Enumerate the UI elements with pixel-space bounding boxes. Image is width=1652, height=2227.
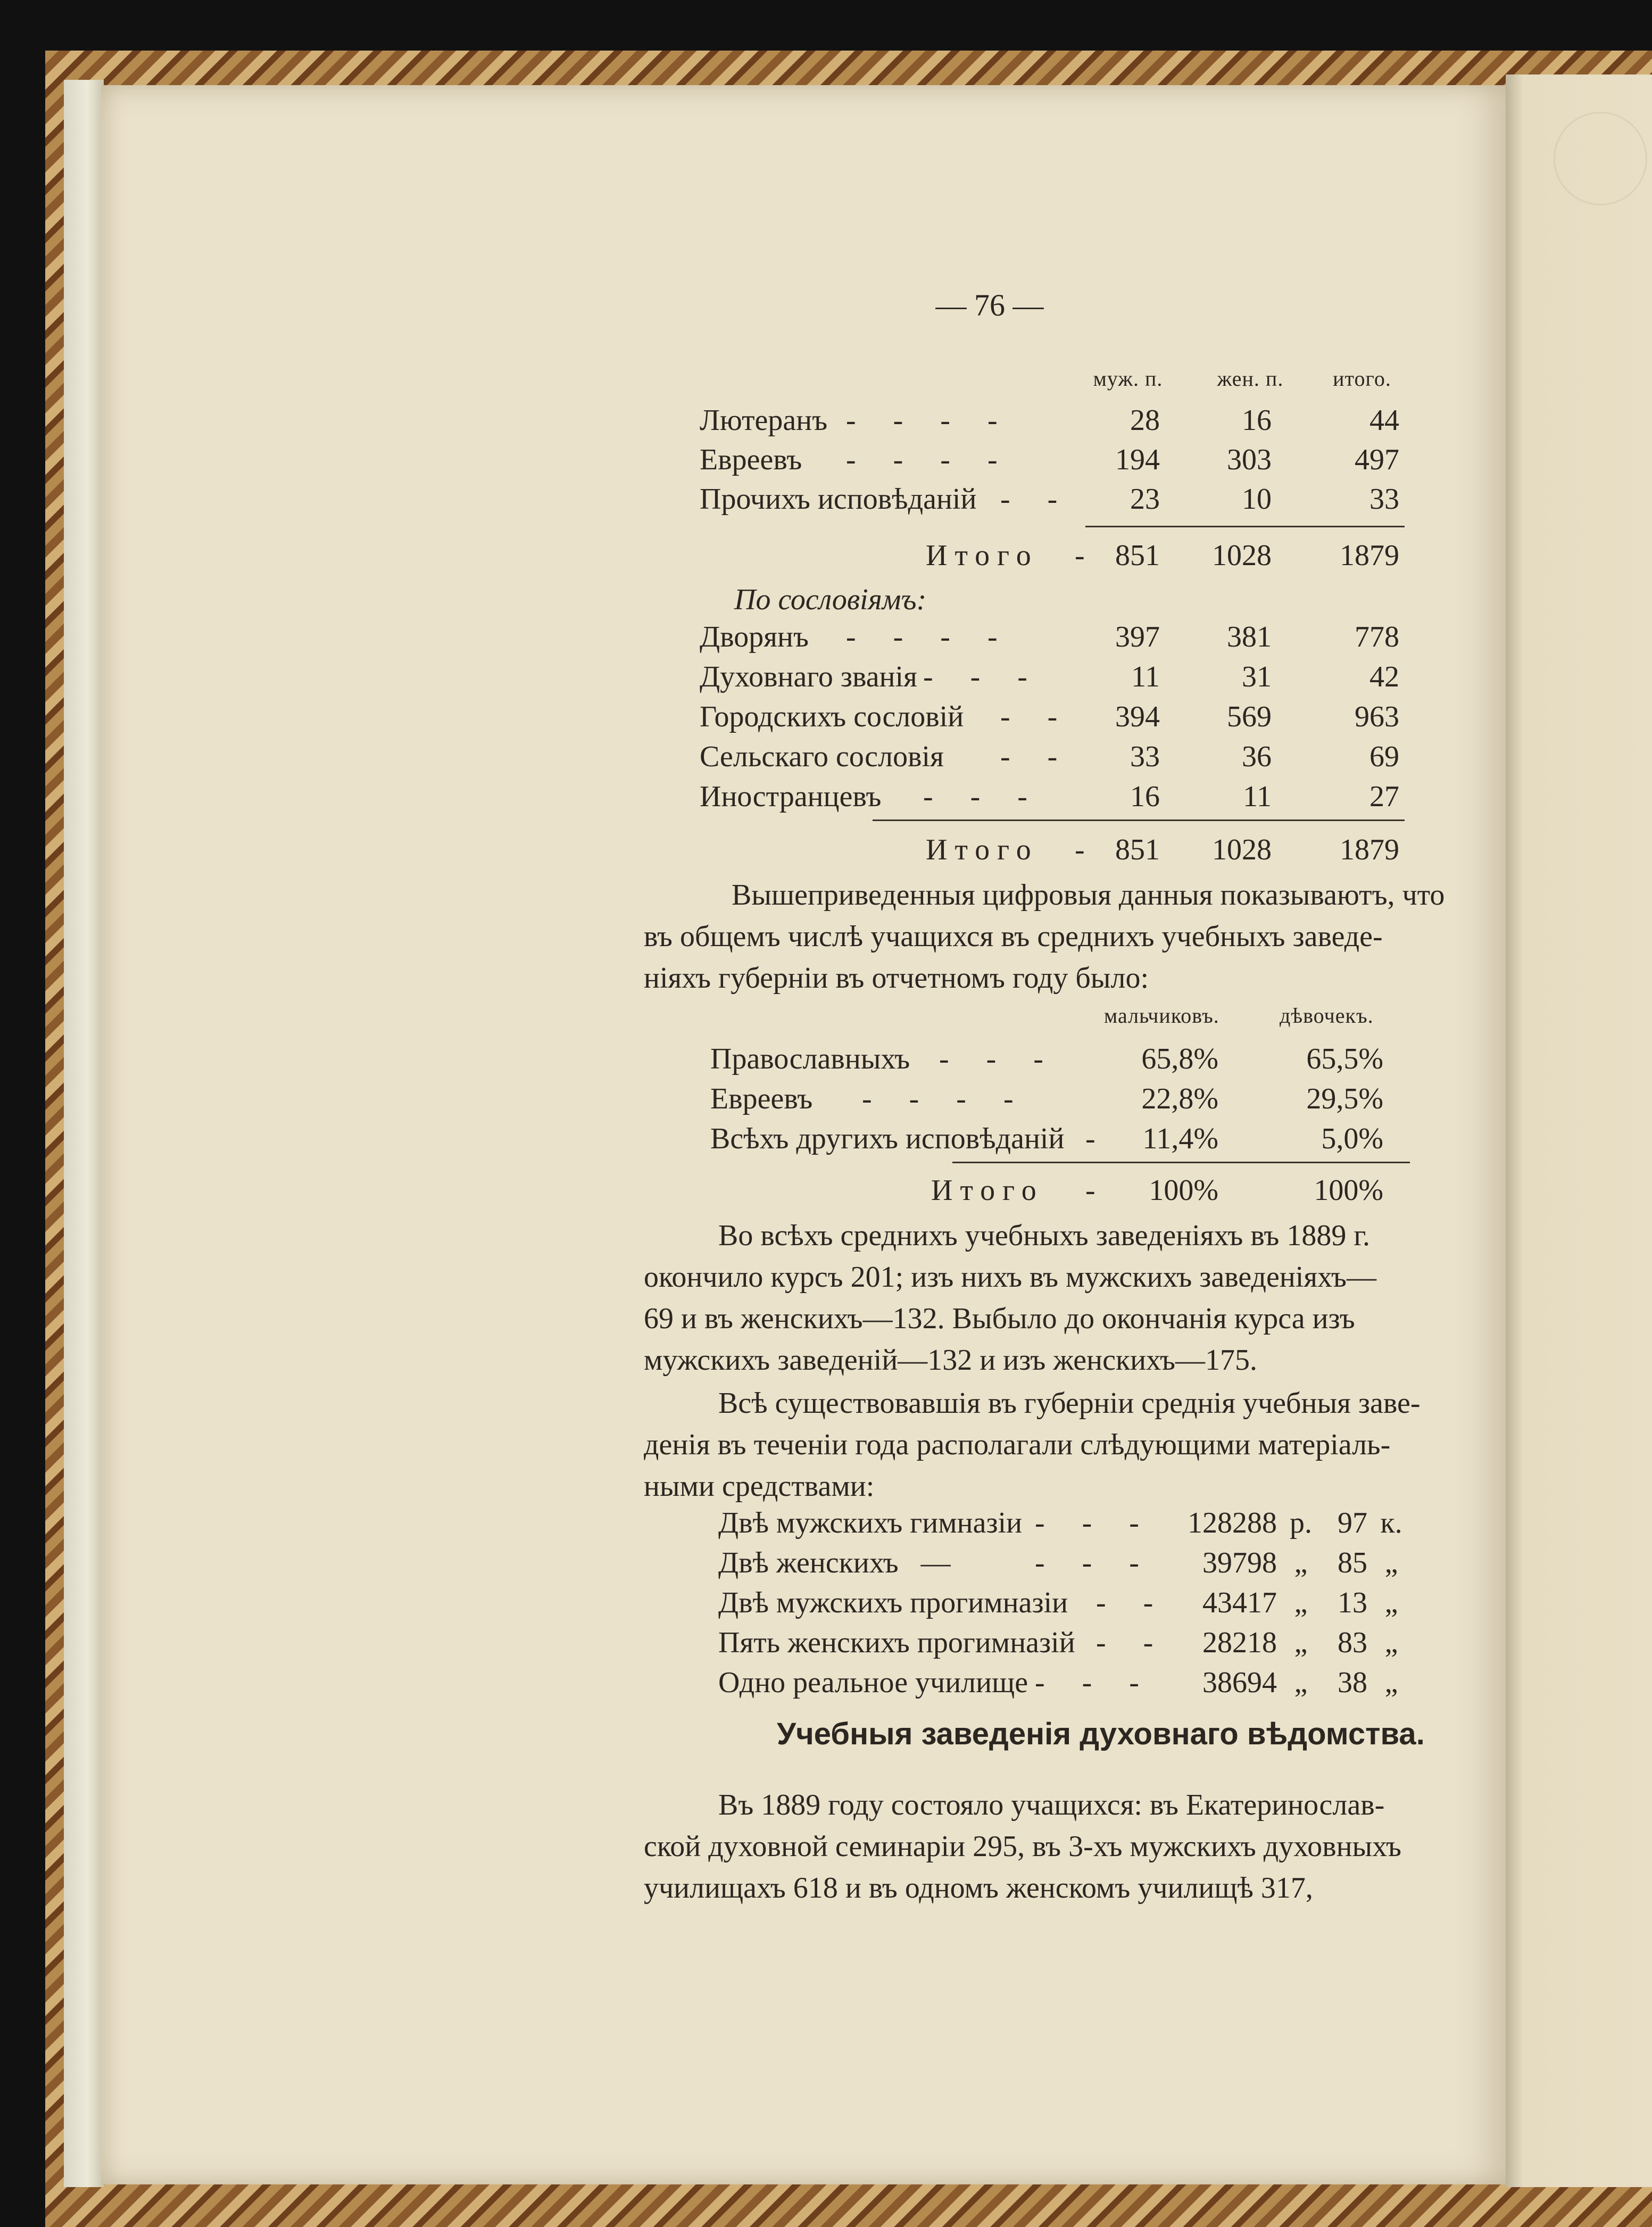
row-dashes: - [1085, 1122, 1095, 1155]
col-header-male: муж. п. [1093, 367, 1163, 391]
row-label: Двѣ мужскихъ гимназіи [718, 1506, 1023, 1539]
col-header-girls: дѣвочекъ. [1280, 1004, 1374, 1028]
cell-kopecks: 85 [1338, 1546, 1367, 1579]
facing-page-edge [1506, 74, 1652, 2187]
total-rule [1085, 526, 1405, 527]
total-label: Итого [926, 833, 1039, 866]
cell-male: 16 [1130, 780, 1160, 813]
cell-total: 44 [1369, 404, 1399, 437]
col-header-female: жен. п. [1217, 367, 1284, 391]
total-total: 1879 [1340, 833, 1399, 866]
row-dashes: - - - [1035, 1546, 1139, 1579]
total-dash: - [1075, 539, 1085, 572]
cell-rubles: 38694 [1202, 1666, 1277, 1699]
cell-male: 397 [1115, 620, 1160, 653]
row-label: Духовнаго званія [700, 660, 917, 693]
cell-kop-unit: к. [1380, 1506, 1402, 1539]
cell-female: 31 [1242, 660, 1272, 693]
cell-girls: 5,0% [1321, 1122, 1383, 1155]
cell-rubles: 39798 [1202, 1546, 1277, 1579]
cell-kop-unit: „ [1384, 1666, 1398, 1699]
row-label: Иностранцевъ [700, 780, 882, 813]
table-subtitle: По сословіямъ: [734, 583, 927, 616]
total-boys: 100% [1149, 1174, 1218, 1207]
text-line: Во всѣхъ среднихъ учебныхъ заведеніяхъ въ 1889 г. [718, 1219, 1371, 1252]
row-dashes: - - - [1035, 1666, 1139, 1699]
total-male: 851 [1115, 539, 1160, 572]
cell-unit: „ [1294, 1546, 1308, 1579]
cell-boys: 65,8% [1141, 1042, 1218, 1075]
cell-female: 569 [1227, 700, 1272, 733]
cell-rubles: 43417 [1202, 1586, 1277, 1619]
row-label: Одно реальное училище [718, 1666, 1028, 1699]
row-label: Двѣ женскихъ — [718, 1546, 951, 1579]
text-line: въ общемъ числѣ учащихся въ среднихъ учебныхъ заведе- [644, 920, 1383, 953]
row-dashes: - - - [1035, 1506, 1139, 1539]
cell-girls: 29,5% [1306, 1082, 1383, 1115]
row-label: Пять женскихъ прогимназій [718, 1626, 1075, 1659]
row-dashes: - - - - [862, 1082, 1014, 1115]
cell-kop-unit: „ [1384, 1626, 1398, 1659]
row-label: Прочихъ исповѣданій [700, 483, 977, 516]
col-header-boys: мальчиковъ. [1104, 1004, 1219, 1028]
cell-total: 778 [1355, 620, 1399, 653]
cell-total: 497 [1355, 443, 1399, 476]
cell-total: 42 [1369, 660, 1399, 693]
row-dashes: - - [1096, 1586, 1153, 1619]
cell-rubles: 28218 [1202, 1626, 1277, 1659]
row-dashes: - - - - [846, 620, 998, 653]
row-label: Городскихъ сословій [700, 700, 964, 733]
total-label: Итого [931, 1174, 1044, 1207]
row-dashes: - - [1000, 483, 1058, 516]
cell-unit: „ [1294, 1626, 1308, 1659]
text-line: Въ 1889 году состояло учащихся: въ Екатеринослав- [718, 1789, 1385, 1822]
cell-total: 27 [1369, 780, 1399, 813]
cell-boys: 22,8% [1141, 1082, 1218, 1115]
total-dash: - [1075, 833, 1085, 866]
row-dashes: - - [1000, 700, 1058, 733]
cell-female: 16 [1242, 404, 1272, 437]
cell-unit: „ [1294, 1586, 1308, 1619]
row-dashes: - - [1096, 1626, 1153, 1659]
text-line: Вышеприведенныя цифровыя данныя показываютъ, что [732, 879, 1445, 912]
col-header-total: итого. [1333, 367, 1391, 391]
text-line: Всѣ существовавшія въ губерніи среднія учебныя заве- [718, 1387, 1421, 1420]
row-dashes: - - - [939, 1042, 1043, 1075]
cell-female: 381 [1227, 620, 1272, 653]
cell-girls: 65,5% [1306, 1042, 1383, 1075]
row-label: Сельскаго сословія [700, 740, 944, 773]
total-rule [952, 1162, 1410, 1163]
page-edge-strip [64, 80, 104, 2187]
total-female: 1028 [1212, 833, 1272, 866]
cell-male: 11 [1131, 660, 1160, 693]
text-line: ными средствами: [644, 1470, 875, 1503]
text-line: ніяхъ губерніи въ отчетномъ году было: [644, 962, 1149, 995]
text-line: денія въ теченіи года располагали слѣдующими матеріаль- [644, 1428, 1391, 1461]
cell-total: 963 [1355, 700, 1399, 733]
cell-female: 10 [1242, 483, 1272, 516]
row-dashes: - - [1000, 740, 1058, 773]
cell-male: 23 [1130, 483, 1160, 516]
total-dash: - [1085, 1174, 1095, 1207]
embossed-seal-icon [1554, 112, 1647, 205]
cell-rubles: 128288 [1188, 1506, 1277, 1539]
text-line: окончило курсъ 201; изъ нихъ въ мужскихъ заведеніяхъ— [644, 1261, 1376, 1294]
total-label: Итого [926, 539, 1039, 572]
cell-female: 36 [1242, 740, 1272, 773]
cell-male: 28 [1130, 404, 1160, 437]
row-label: Евреевъ [710, 1082, 813, 1115]
total-girls: 100% [1314, 1174, 1383, 1207]
row-dashes: - - - [923, 780, 1027, 813]
row-label: Евреевъ [700, 443, 802, 476]
row-dashes: - - - - [846, 443, 998, 476]
cell-kopecks: 38 [1338, 1666, 1367, 1699]
section-heading: Учебныя заведенія духовнаго вѣдомства. [777, 1717, 1425, 1751]
text-line: училищахъ 618 и въ одномъ женскомъ училищѣ 317, [644, 1872, 1313, 1905]
cell-total: 33 [1369, 483, 1399, 516]
cell-kopecks: 83 [1338, 1626, 1367, 1659]
cell-kopecks: 13 [1338, 1586, 1367, 1619]
cell-female: 11 [1243, 780, 1272, 813]
cell-boys: 11,4% [1142, 1122, 1218, 1155]
row-label: Православныхъ [710, 1042, 910, 1075]
row-dashes: - - - [923, 660, 1027, 693]
row-label: Всѣхъ другихъ исповѣданій [710, 1122, 1065, 1155]
row-label: Дворянъ [700, 620, 809, 653]
page-number: — 76 — [935, 288, 1044, 322]
cell-kop-unit: „ [1384, 1546, 1398, 1579]
text-line: 69 и въ женскихъ—132. Выбыло до окончанія курса изъ [644, 1302, 1355, 1335]
cell-female: 303 [1227, 443, 1272, 476]
text-line: мужскихъ заведеній—132 и изъ женскихъ—175. [644, 1344, 1257, 1377]
cell-total: 69 [1369, 740, 1399, 773]
total-female: 1028 [1212, 539, 1272, 572]
cell-male: 33 [1130, 740, 1160, 773]
row-label: Лютеранъ [700, 404, 828, 437]
row-dashes: - - - - [846, 404, 998, 437]
total-male: 851 [1115, 833, 1160, 866]
cell-male: 394 [1115, 700, 1160, 733]
text-line: ской духовной семинаріи 295, въ 3-хъ мужскихъ духовныхъ [644, 1830, 1402, 1863]
cell-male: 194 [1115, 443, 1160, 476]
cell-kop-unit: „ [1384, 1586, 1398, 1619]
total-total: 1879 [1340, 539, 1399, 572]
cell-unit: р. [1290, 1506, 1312, 1539]
row-label: Двѣ мужскихъ прогимназіи [718, 1586, 1068, 1619]
cell-kopecks: 97 [1338, 1506, 1367, 1539]
cell-unit: „ [1294, 1666, 1308, 1699]
total-rule [873, 819, 1405, 821]
